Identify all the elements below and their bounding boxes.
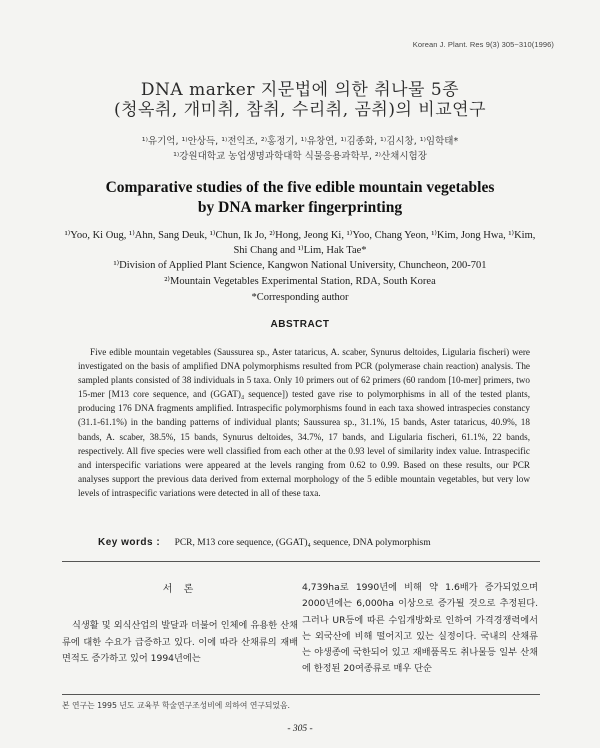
section-divider <box>62 561 540 562</box>
introduction-heading: 서 론 <box>162 584 198 595</box>
english-title-line2: by DNA marker fingerprinting <box>197 199 403 216</box>
korean-title-line1: DNA marker 지문법에 의한 취나물 5종 <box>140 80 460 100</box>
intro-right-text: 4,739ha로 1990년에 비해 약 1.6배가 증가되었으며 2000년에는 6,000ha 이상으로 증가될 것으로 추정된다. 그러나 UR등에 따른 수입개방화로 인하여 가격경쟁력에서는 외국산에 비해 떨어지고 있는 실정이다. 국내의 산채류는 야생종에 국한되어 있고 재배품목도 취나물등 일부 산채에 한정된 20여종류로 매우 단순 <box>302 582 538 675</box>
intro-left-column <box>62 580 298 667</box>
keywords-label: Key words : <box>98 537 161 548</box>
journal-reference: Korean J. Plant. Res 9(3) 305~310(1996) <box>412 40 554 49</box>
abstract-text: Five edible mountain vegetables (Saussurea sp., Aster tataricus, A. scaber, Synurus deltoides, Ligularia fischeri) were investigated on the basis of amplified DNA polymorphisms resulted from PCR (polymerase chain reaction) analysis. The sampled plants consisted of 38 individuals in 5 taxa. Only 10 primers out of 62 primers (60 random [10-mer] primers, two 15-mer [M13 core sequence, and (GGAT)₄ sequence]) tested gave rise to polymorphisms in all of the tested plants, producing 176 DNA fragments amplified. Intraspecific polymorphisms found in each taxa showed intraspecies constancy (31.1-61.1%) in the banding patterns of individual plants; Saussurea sp., 31.1%, 15 bands, Aster tataricus, 40.9%, 18 bands, A. scaber, 38.5%, 15 bands, Synurus deltoides, 34.7%, 17 bands, and Ligularia fischeri, 61.1%, 22 bands, respectively. All five species were well classified from each other at the 0.93 level of similarity index value. Intraspecific and interspecific variations were appeared at the levels ranging from 0.62 to 0.99. Based on these results, our PCR analyses support the previous data derived from external morphology of the 5 edible mountain vegetables, but very low levels of intraspecific variations were detected in all of these taxa. <box>78 347 530 498</box>
abstract-heading: ABSTRACT <box>270 319 330 330</box>
keywords <box>98 537 431 548</box>
affiliation-2: ²⁾Mountain Vegetables Experimental Station, RDA, South Korea <box>164 276 436 287</box>
affiliation-1: ¹⁾Division of Applied Plant Science, Kangwon National University, Chuncheon, 200-701 <box>113 260 487 271</box>
korean-affiliation: ¹⁾강원대학교 농업생명과학대학 식물응용과학부, ²⁾산채시험장 <box>173 151 427 162</box>
korean-title <box>0 80 600 120</box>
corresponding-author-note: *Corresponding author <box>251 292 349 303</box>
intro-left-text: 식생활 및 외식산업의 발달과 더불어 인체에 유용한 산채류에 대한 수요가 급증하고 있다. 이에 따라 산채류의 재배면적도 증가하고 있어 1994년에는 <box>62 620 298 664</box>
english-title-line1: Comparative studies of the five edible mountain vegetables <box>105 179 495 196</box>
footnote-divider <box>62 694 540 695</box>
funding-footnote: 본 연구는 1995 년도 교육부 학술연구조성비에 의하여 연구되었음. <box>62 701 290 710</box>
english-authors: ¹⁾Yoo, Ki Oug, ¹⁾Ahn, Sang Deuk, ¹⁾Chun, Ik Jo, ²⁾Hong, Jeong Ki, ¹⁾Yoo, Chang Yeon, ¹⁾Kim, Jong Hwa, ¹⁾Kim, Shi Chang and ¹⁾Lim, Hak Tae* <box>64 230 536 256</box>
english-title <box>0 178 600 218</box>
korean-authors: ¹⁾유기억, ¹⁾안상득, ¹⁾전익조, ²⁾홍정기, ¹⁾유창연, ¹⁾김종화, ¹⁾김시창, ¹⁾임학태* <box>141 136 459 147</box>
intro-right-column <box>302 580 538 678</box>
korean-title-line2: (청옥취, 개미취, 참취, 수리취, 곰취)의 비교연구 <box>114 100 486 120</box>
keywords-text: PCR, M13 core sequence, (GGAT)₄ sequence, DNA polymorphism <box>174 538 431 548</box>
page-number: - 305 - <box>287 724 313 734</box>
